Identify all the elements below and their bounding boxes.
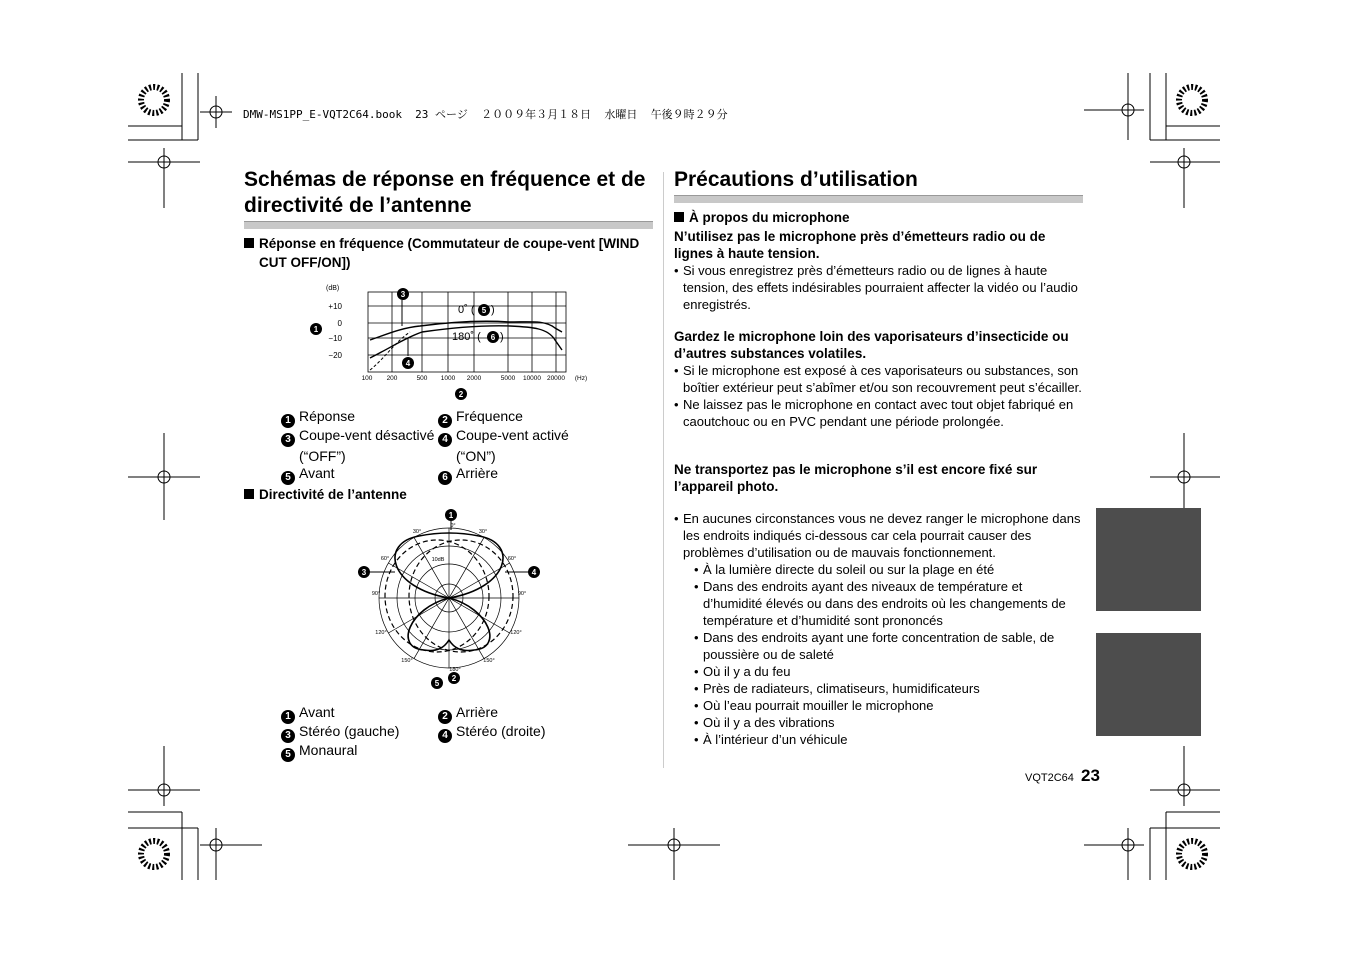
svg-text:1: 1	[313, 325, 319, 334]
mic-section-heading	[674, 208, 850, 227]
angle-label: 60°	[507, 556, 517, 562]
legend-item: Fréquence	[456, 408, 523, 424]
front-label-close: )	[491, 304, 495, 316]
legend-item: Arrière	[456, 704, 499, 720]
angle-label: 180°	[449, 667, 461, 673]
angle-label: 120°	[510, 630, 522, 636]
x-tick: 1000	[440, 375, 456, 382]
right-title: Précautions d’utilisation	[674, 168, 918, 191]
list-item: • Où il y a des vibrations	[694, 714, 1084, 731]
directivity-section-heading	[244, 485, 644, 504]
y-tick: 0	[337, 319, 342, 328]
block-heading: Gardez le microphone loin des vaporisateurs d’insecticide ou d’autres substances volatiles.	[674, 329, 1069, 361]
angle-label: 120°	[375, 630, 387, 636]
list-item: • Où l’eau pourrait mouiller le microphone	[694, 697, 1084, 714]
legend-item: Stéréo (gauche)	[299, 723, 400, 739]
model-code: VQT2C64	[1025, 772, 1074, 784]
svg-text:4: 4	[405, 359, 411, 368]
list-item: • En aucunes circonstances vous ne devez ranger le microphone dans les endroits indiqués ci-dessous car cela pourrait causer des problèmes d’utilisation ou de mauvais fonctionnement.	[674, 510, 1084, 561]
angle-label: 30°	[412, 529, 422, 535]
left-title: Schémas de réponse en fréquence et de directivité de l’antenne	[244, 168, 646, 217]
svg-text:4: 4	[531, 568, 537, 577]
svg-text:3: 3	[361, 568, 367, 577]
rear-label: 180˚ (	[452, 331, 481, 343]
legend-item: Coupe-vent activé (“ON”)	[456, 427, 569, 464]
mic-section-heading-text: À propos du microphone	[689, 210, 850, 225]
list-item: • Dans des endroits ayant une forte concentration de sable, de poussière ou de saleté	[694, 629, 1084, 663]
page-number: 23	[1081, 766, 1100, 785]
x-tick: 20000	[546, 375, 566, 382]
rear-label-close: )	[500, 331, 504, 343]
square-bullet-icon	[674, 212, 684, 222]
hz-unit-label: (Hz)	[574, 375, 588, 382]
x-tick: 100	[361, 375, 373, 382]
angle-label: 90°	[371, 591, 381, 597]
list-item: • À l’intérieur d’un véhicule	[694, 731, 1084, 748]
freq-section-heading	[244, 234, 644, 272]
angle-label: 30°	[478, 529, 488, 535]
front-label: 0˚ (	[458, 304, 475, 316]
legend-item: Monaural	[299, 742, 358, 758]
list-item: • Si vous enregistrez près d’émetteurs radio ou de lignes à haute tension, des effets indésirables pourraient affecter la vidéo ou l’audio enregistrés.	[674, 262, 1084, 313]
block-radio	[674, 228, 1084, 313]
block-transport	[674, 461, 1084, 495]
svg-text:5: 5	[481, 306, 487, 315]
list-item: • Dans des endroits ayant des niveaux de température et d’humidité élevés ou dans des endroits où les changements de température et d’humidité sont prononcés	[694, 578, 1084, 629]
svg-text:6: 6	[490, 333, 496, 342]
list-item: • Près de radiateurs, climatiseurs, humidificateurs	[694, 680, 1084, 697]
x-tick: 500	[416, 375, 428, 382]
square-bullet-icon	[244, 489, 254, 499]
thumb-tab-upper	[1096, 508, 1201, 611]
angle-label: 150°	[483, 658, 495, 664]
x-tick: 10000	[522, 375, 542, 382]
frequency-response-chart	[300, 280, 600, 405]
right-title-rule	[674, 195, 1083, 203]
block-heading: N’utilisez pas le microphone près d’émetteurs radio ou de lignes à haute tension.	[674, 229, 1046, 261]
legend-item: Stéréo (droite)	[456, 723, 546, 739]
list-item: • À la lumière directe du soleil ou sur la plage en été	[694, 561, 1084, 578]
polar-directivity-chart	[350, 505, 550, 695]
db-unit-label: (dB)	[326, 285, 340, 292]
block-insecticide	[674, 328, 1084, 430]
legend-item: Arrière	[456, 465, 499, 481]
svg-text:1: 1	[448, 511, 454, 520]
svg-text:2: 2	[451, 674, 457, 683]
svg-text:5: 5	[434, 679, 440, 688]
svg-text:3: 3	[400, 290, 406, 299]
directivity-section-heading-text: Directivité de l’antenne	[259, 487, 407, 502]
thumb-tab-lower	[1096, 633, 1201, 736]
block-heading: Ne transportez pas le microphone s’il est encore fixé sur l’appareil photo.	[674, 462, 1038, 494]
legend-item: Réponse	[299, 408, 356, 424]
column-divider	[663, 172, 664, 768]
x-tick: 5000	[500, 375, 516, 382]
angle-label: 60°	[380, 556, 390, 562]
y-tick: −10	[328, 334, 342, 343]
db-scale-label: 10dB	[431, 557, 445, 563]
freq-section-heading-text: Réponse en fréquence (Commutateur de coupe-vent [WIND CUT OFF/ON])	[259, 236, 640, 270]
angle-label: 90°	[517, 591, 527, 597]
legend-item: Coupe-vent désactivé (“OFF”)	[299, 427, 435, 464]
x-tick: 2000	[466, 375, 482, 382]
list-item: • Ne laissez pas le microphone en contact avec tout objet fabriqué en caoutchouc ou en PVC pendant une période prolongée.	[674, 396, 1084, 430]
legend-item: Avant	[299, 704, 335, 720]
x-tick: 200	[386, 375, 398, 382]
y-tick: −20	[328, 351, 342, 360]
svg-text:2: 2	[458, 390, 464, 399]
list-item: • Si le microphone est exposé à ces vaporisateurs ou substances, son boîtier extérieur peut s’abîmer et/ou son recouvrement peut s’écailler.	[674, 362, 1084, 396]
left-title-rule	[244, 221, 653, 229]
legend-item: Avant	[299, 465, 335, 481]
angle-label: 150°	[401, 658, 413, 664]
block-storage	[674, 510, 1084, 748]
square-bullet-icon	[244, 238, 254, 248]
print-header: DMW-MS1PP_E-VQT2C64.book 23 ページ ２００９年３月１８日 水曜日 午後９時２９分	[243, 108, 728, 121]
y-tick: +10	[328, 302, 342, 311]
list-item: • Où il y a du feu	[694, 663, 1084, 680]
angle-label: 0°	[450, 523, 456, 529]
